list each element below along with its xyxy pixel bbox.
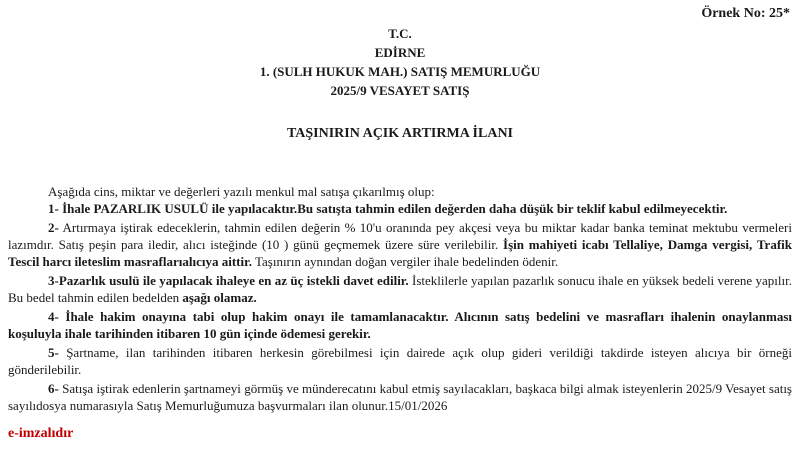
e-signature-note: e-imzalıdır xyxy=(8,426,74,441)
sample-number: Örnek No: 25* xyxy=(701,6,790,21)
header-office: 1. (SULH HUKUK MAH.) SATIŞ MEMURLUĞU xyxy=(259,64,541,79)
header-file: 2025/9 VESAYET SATIŞ xyxy=(330,83,470,98)
item-6 xyxy=(8,380,792,414)
item-2-text: Artırmaya iştirak edeceklerin, tahmin edilen değerin % 10'u oranında pey akçesi veya bu miktar kadar banka teminat mektubu vermeleri lazımdır. Satış peşin para iledir, alıcı isteğinde (10 ) günü geçmemek üzere süre verilebilir. xyxy=(8,220,792,252)
item-1-bold-b: Bu satışta tahmin edilen değerden daha düşük bir teklif kabul edilmeyecektir. xyxy=(297,201,728,216)
item-3-text: İsteklilerle yapılan pazarlık sonucu ihale en yüksek bedeli verene yapılır. Bu bedel tahmin edilen bedelden xyxy=(8,273,792,305)
item-5 xyxy=(8,344,792,378)
item-1 xyxy=(8,200,792,217)
header-tc: T.C. xyxy=(388,26,412,41)
item-2-bold: İşin mahiyeti icabı Tellaliye, Damga vergisi, Trafik Tescil harcı ileteslim masraflarıalıcıya aittir. xyxy=(8,237,792,269)
announcement-title: TAŞINIRIN AÇIK ARTIRMA İLANI xyxy=(286,126,514,141)
item-5-text: Şartname, ilan tarihinden itibaren herkesin görebilmesi için dairede açık olup gideri verildiği takdirde isteyen alıcıya bir örneği gönderilebilir. xyxy=(8,345,792,377)
item-3 xyxy=(8,272,792,306)
item-6-number: 6- xyxy=(48,381,59,396)
item-2-number: 2- xyxy=(48,220,59,235)
item-3-bold-tail: aşağı olamaz. xyxy=(182,290,257,305)
header-city: EDİRNE xyxy=(374,45,426,60)
item-2-tail: Taşınırın aynından doğan vergiler ihale bedelinden ödenir. xyxy=(251,254,559,269)
intro-paragraph: Aşağıda cins, miktar ve değerleri yazılı menkul mal satışa çıkarılmış olup: xyxy=(48,184,435,199)
item-3-bold: 3-Pazarlık usulü ile yapılacak ihaleye en az üç istekli davet edilir. xyxy=(48,273,409,288)
item-4 xyxy=(8,308,792,342)
announcement-body xyxy=(8,183,792,416)
item-5-number: 5- xyxy=(48,345,59,360)
item-4-bold: 4- İhale hakim onayına tabi olup hakim onayı ile tamamlanacaktır. Alıcının satış bedelini ve masrafları ihalenin onaylanması koşuluyla ihale tarihinden itibaren 10 gün içinde ödemesi gerekir. xyxy=(8,309,792,341)
item-2 xyxy=(8,219,792,270)
item-6-text: Satışa iştirak edenlerin şartnameyi görmüş ve münderecatını kabul etmiş sayılacakları, başkaca bilgi almak isteyenlerin 2025/9 Vesayet satış sayılıdosya numarasıyla Satış Memurluğumuza başvurmaları ilan olunur.15/01/2026 xyxy=(8,381,792,413)
item-1-bold-a: 1- İhale PAZARLIK USULÜ ile yapılacaktır. xyxy=(48,201,298,216)
document-header xyxy=(0,24,800,100)
